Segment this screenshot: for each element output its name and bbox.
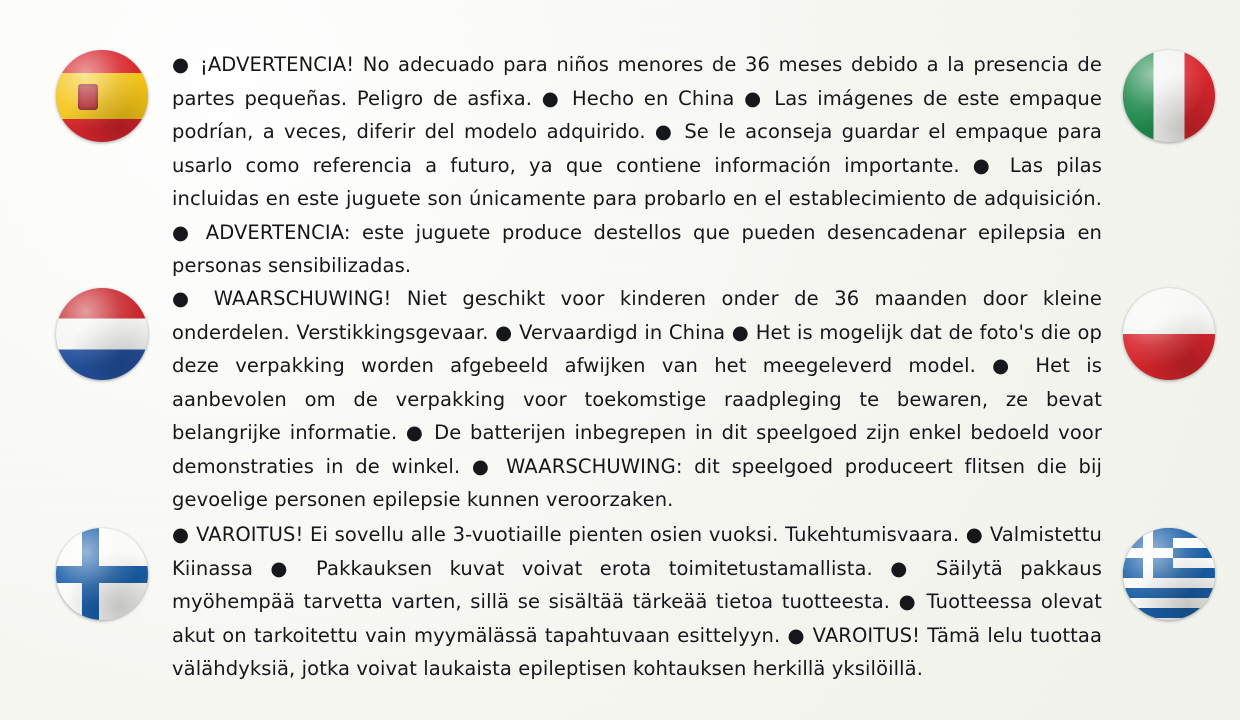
flag-italy-bands xyxy=(1123,50,1215,142)
warning-block-dutch xyxy=(172,282,1102,517)
flag-netherlands-icon xyxy=(56,288,148,380)
flag-greece-canton-cross-vertical xyxy=(1143,528,1153,578)
flag-poland-bands xyxy=(1123,288,1215,380)
flag-italy-icon xyxy=(1123,50,1215,142)
flag-finland-cross-vertical xyxy=(82,528,99,620)
warning-text-dutch: ● WAARSCHUWING! Niet geschikt voor kinderen onder de 36 maanden door kleine onderdelen. Verstikkingsgevaar. ● Vervaardigd in China ● Het is mogelijk dat de foto's die op deze verpakking worden afgebeeld afwijken van het meegeleverd model. ● Het is aanbevolen om de verpakking voor toekomstige raadpleging te bewaren, ze bevat belangrijke informatie. ● De batterijen inbegrepen in dit speelgoed zijn enkel bedoeld voor demonstraties in de winkel. ● WAARSCHUWING: dit speelgoed produceert flitsen die bij gevoelige personen epilepsie kunnen veroorzaken. xyxy=(172,287,1102,511)
flag-spain-crest xyxy=(78,84,98,110)
flag-netherlands-bands xyxy=(56,288,148,380)
flag-spain-bands xyxy=(56,50,148,142)
right-flag-column xyxy=(1090,0,1240,720)
flag-finland-cross-horizontal xyxy=(56,566,148,583)
warning-block-spanish xyxy=(172,48,1102,283)
flag-spain-icon xyxy=(56,50,148,142)
flag-poland-icon xyxy=(1123,288,1215,380)
warning-block-finnish xyxy=(172,518,1102,686)
warning-text-finnish: ● VAROITUS! Ei sovellu alle 3-vuotiaille pienten osien vuoksi. Tukehtumisvaara. ● Valmistettu Kiinassa ● Pakkauksen kuvat voivat erota toimitetustamallista. ● Säilytä pakkaus myöhempää tarvetta varten, sillä se sisältää tärkeää tietoa tuotteesta. ● Tuotteessa olevat akut on tarkoitettu vain myymälässä tapahtuvaan esittelyyn. ● VAROITUS! Tämä lelu tuottaa välähdyksiä, jotka voivat laukaista epileptisen kohtauksen herkillä yksilöillä. xyxy=(172,523,1102,680)
warning-text-content xyxy=(172,0,1102,720)
flag-finland-icon xyxy=(56,528,148,620)
flag-greece-icon xyxy=(1123,528,1215,620)
warning-text-spanish: ● ¡ADVERTENCIA! No adecuado para niños menores de 36 meses debido a la presencia de partes pequeñas. Peligro de asfixa. ● Hecho en China ● Las imágenes de este empaque podrían, a veces, diferir del modelo adquirido. ● Se le aconseja guardar el empaque para usarlo como referencia a futuro, ya que contiene información importante. ● Las pilas incluidas en este juguete son únicamente para probarlo en el establecimiento de adquisición. ● ADVERTENCIA: este juguete produce destellos que pueden desencadenar epilepsia en personas sensibilizadas. xyxy=(172,53,1102,277)
left-flag-column xyxy=(0,0,165,720)
